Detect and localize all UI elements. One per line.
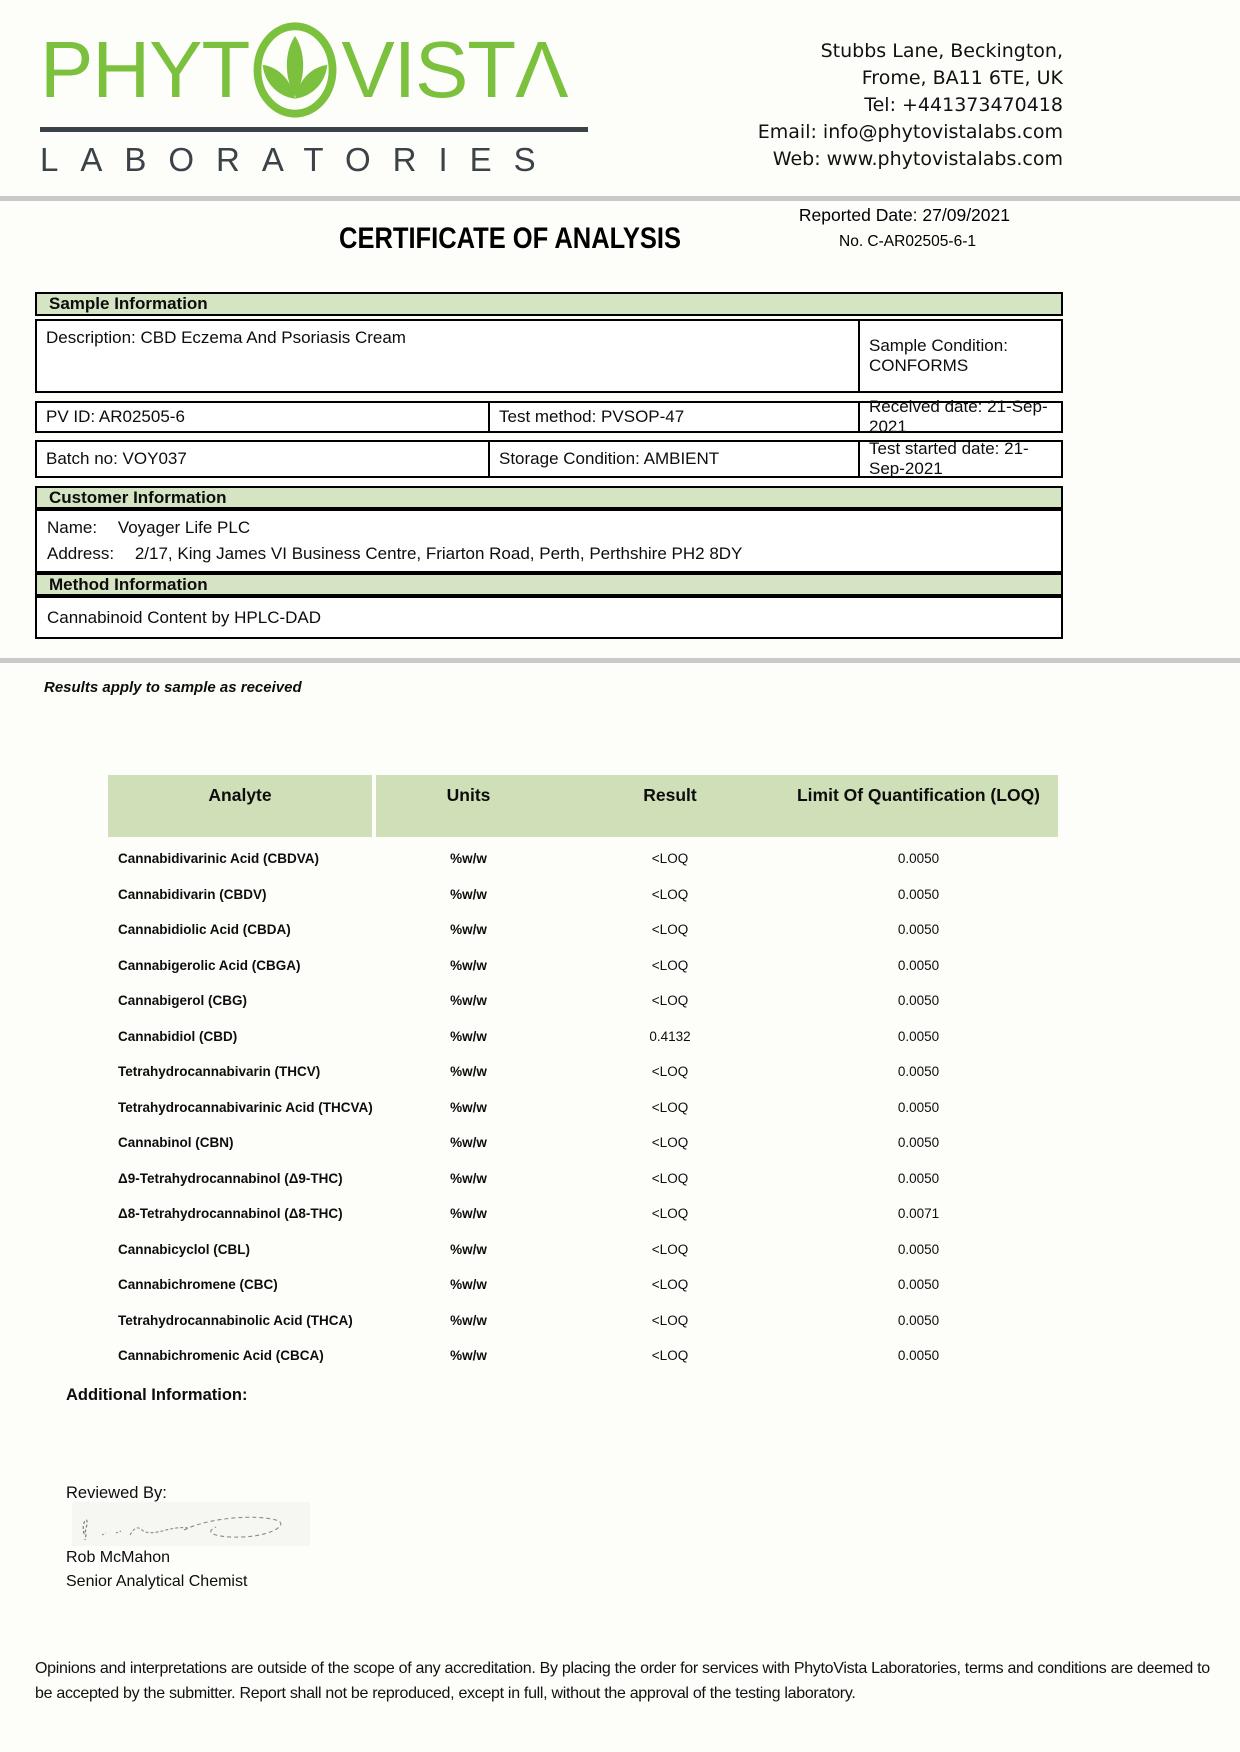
storage-condition-cell: Storage Condition: AMBIENT (488, 440, 860, 478)
reviewer-name: Rob McMahon (66, 1549, 171, 1566)
analyte-cell: Cannabidiol (CBD) (118, 1028, 238, 1044)
units-cell: %w/w (450, 957, 487, 973)
pv-id-cell: PV ID: AR02505-6 (35, 401, 490, 433)
units-cell: %w/w (450, 922, 487, 938)
table-row (108, 1090, 1058, 1126)
description-row (35, 319, 1063, 393)
analyte-cell: Tetrahydrocannabivarinic Acid (THCVA) (118, 1099, 373, 1115)
batch-row (35, 440, 1063, 478)
sample-information-header-bar: Sample Information (35, 292, 1063, 316)
header-divider-line (0, 196, 1240, 201)
units-cell: %w/w (450, 1064, 487, 1080)
result-cell: <LOQ (651, 1241, 689, 1257)
sample-ids-row (35, 397, 1063, 436)
result-cell: <LOQ (651, 1064, 689, 1080)
result-cell: <LOQ (651, 1099, 689, 1115)
info-sections (35, 292, 1063, 639)
batch-no-cell: Batch no: VOY037 (35, 440, 490, 478)
loq-cell: 0.0050 (897, 1099, 940, 1115)
reviewer-title: Senior Analytical Chemist (66, 1573, 248, 1590)
contact-address-line-1: Stubbs Lane, Beckington, (820, 40, 1063, 62)
loq-cell: 0.0050 (897, 886, 940, 902)
units-cell: %w/w (450, 1028, 487, 1044)
mid-divider-line (0, 658, 1240, 663)
test-method-cell: Test method: PVSOP-47 (488, 401, 860, 433)
footer-disclaimer: Opinions and interpretations are outside of the scope of any accreditation. By placing the order for services with PhytoVista Laboratories, terms and conditions are deemed to be accepted by the submitter. Report shall not be reproduced, except in full, without the approval of the testing laboratory. (35, 1660, 1210, 1702)
units-cell: %w/w (450, 851, 487, 867)
table-row (108, 983, 1058, 1019)
result-cell: <LOQ (651, 1277, 689, 1293)
signature-image (72, 1502, 310, 1546)
table-row (108, 1196, 1058, 1232)
phytovista-logo (40, 22, 588, 179)
results-table-header (108, 775, 1058, 837)
result-cell: <LOQ (651, 993, 689, 1009)
customer-information-box (35, 509, 1063, 573)
loq-cell: 0.0050 (897, 957, 940, 973)
contact-address-line-2: Frome, BA11 6TE, UK (861, 67, 1063, 89)
loq-cell: 0.0050 (897, 1277, 940, 1293)
result-cell: <LOQ (651, 922, 689, 938)
loq-cell: 0.0050 (897, 1312, 940, 1328)
units-cell: %w/w (450, 1277, 487, 1293)
analyte-cell: Cannabicyclol (CBL) (118, 1241, 251, 1257)
units-cell: %w/w (450, 1241, 487, 1257)
result-cell: <LOQ (651, 851, 689, 867)
units-cell: %w/w (450, 1135, 487, 1151)
column-header-result: Result (561, 775, 779, 837)
received-date-cell: Received date: 21-Sep-2021 (858, 401, 1063, 433)
result-cell: <LOQ (651, 1170, 689, 1186)
results-note: Results apply to sample as received (44, 679, 302, 696)
units-cell: %w/w (450, 1348, 487, 1364)
units-cell: %w/w (450, 886, 487, 902)
logo-text-vist: VIST (341, 25, 516, 114)
page-title: CERTIFICATE OF ANALYSIS (339, 222, 681, 255)
analyte-cell: Cannabigerol (CBG) (118, 993, 248, 1009)
sample-condition-cell: Sample Condition: CONFORMS (858, 319, 1063, 393)
analyte-cell: Δ9-Tetrahydrocannabinol (Δ9-THC) (118, 1170, 343, 1186)
customer-address-label: Address: (47, 544, 115, 563)
result-cell: 0.4132 (649, 1028, 691, 1044)
column-header-analyte: Analyte (108, 775, 376, 837)
analyte-cell: Cannabinol (CBN) (118, 1135, 234, 1151)
loq-cell: 0.0071 (897, 1206, 940, 1222)
description-cell: Description: CBD Eczema And Psoriasis Cream (35, 319, 860, 393)
table-row (108, 1232, 1058, 1268)
analyte-cell: Cannabidiolic Acid (CBDA) (118, 922, 291, 938)
table-row (108, 1303, 1058, 1339)
loq-cell: 0.0050 (897, 922, 940, 938)
customer-address-row (47, 544, 1051, 564)
table-row (108, 1267, 1058, 1303)
customer-name-row (47, 518, 1051, 538)
table-row (108, 1338, 1058, 1374)
column-header-loq: Limit Of Quantification (LOQ) (779, 775, 1058, 837)
logo-text-lambda: Λ (515, 25, 568, 114)
result-cell: <LOQ (651, 1348, 689, 1364)
test-started-date-cell: Test started date: 21-Sep-2021 (858, 440, 1063, 478)
customer-information-header-bar: Customer Information (35, 486, 1063, 509)
units-cell: %w/w (450, 993, 487, 1009)
loq-cell: 0.0050 (897, 1135, 940, 1151)
analyte-cell: Cannabichromene (CBC) (118, 1277, 278, 1293)
result-cell: <LOQ (651, 1206, 689, 1222)
loq-cell: 0.0050 (897, 1064, 940, 1080)
analyte-cell: Tetrahydrocannabivarin (THCV) (118, 1064, 321, 1080)
analyte-cell: Tetrahydrocannabinolic Acid (THCA) (118, 1312, 353, 1328)
table-row (108, 877, 1058, 913)
lab-contact-block (758, 38, 1063, 173)
table-row (108, 1161, 1058, 1197)
units-cell: %w/w (450, 1170, 487, 1186)
result-cell: <LOQ (651, 957, 689, 973)
additional-information-label: Additional Information: (66, 1386, 248, 1404)
units-cell: %w/w (450, 1312, 487, 1328)
reviewed-by-label: Reviewed By: (66, 1484, 167, 1502)
column-header-units: Units (376, 775, 561, 837)
loq-cell: 0.0050 (897, 1348, 940, 1364)
table-row (108, 841, 1058, 877)
customer-name-label: Name: (47, 518, 98, 537)
analyte-cell: Cannabidivarin (CBDV) (118, 886, 267, 902)
logo-divider-rule (40, 127, 588, 132)
report-number: No. C-AR02505-6-1 (839, 233, 976, 250)
analyte-cell: Cannabigerolic Acid (CBGA) (118, 957, 301, 973)
loq-cell: 0.0050 (897, 1241, 940, 1257)
reported-date: Reported Date: 27/09/2021 (798, 205, 1010, 225)
table-row (108, 948, 1058, 984)
result-cell: <LOQ (651, 1135, 689, 1151)
loq-cell: 0.0050 (897, 851, 940, 867)
customer-address-value: 2/17, King James VI Business Centre, Friarton Road, Perth, Perthshire PH2 8DY (134, 544, 743, 563)
table-row (108, 912, 1058, 948)
results-table (108, 775, 1058, 1374)
contact-web-line: Web: www.phytovistalabs.com (772, 148, 1063, 170)
table-row (108, 1019, 1058, 1055)
table-row (108, 1054, 1058, 1090)
method-information-header-bar: Method Information (35, 573, 1063, 596)
analyte-cell: Cannabidivarinic Acid (CBDVA) (118, 851, 320, 867)
loq-cell: 0.0050 (897, 1028, 940, 1044)
result-cell: <LOQ (651, 1312, 689, 1328)
table-row (108, 1125, 1058, 1161)
units-cell: %w/w (450, 1099, 487, 1115)
results-table-body (108, 841, 1058, 1374)
contact-email-line: Email: info@phytovistalabs.com (757, 121, 1063, 143)
loq-cell: 0.0050 (897, 993, 940, 1009)
loq-cell: 0.0050 (897, 1170, 940, 1186)
leaf-o-icon (251, 22, 339, 118)
units-cell: %w/w (450, 1206, 487, 1222)
logo-text-phyt: PHYT (40, 25, 250, 114)
contact-tel-line: Tel: +441373470418 (864, 94, 1063, 116)
customer-name-value: Voyager Life PLC (117, 518, 251, 537)
method-information-box: Cannabinoid Content by HPLC-DAD (35, 596, 1063, 639)
analyte-cell: Δ8-Tetrahydrocannabinol (Δ8-THC) (118, 1206, 343, 1222)
logo-subtitle: LABORATORIES (40, 141, 558, 178)
result-cell: <LOQ (651, 886, 689, 902)
logo-wordmark (40, 22, 588, 118)
analyte-cell: Cannabichromenic Acid (CBCA) (118, 1348, 324, 1364)
